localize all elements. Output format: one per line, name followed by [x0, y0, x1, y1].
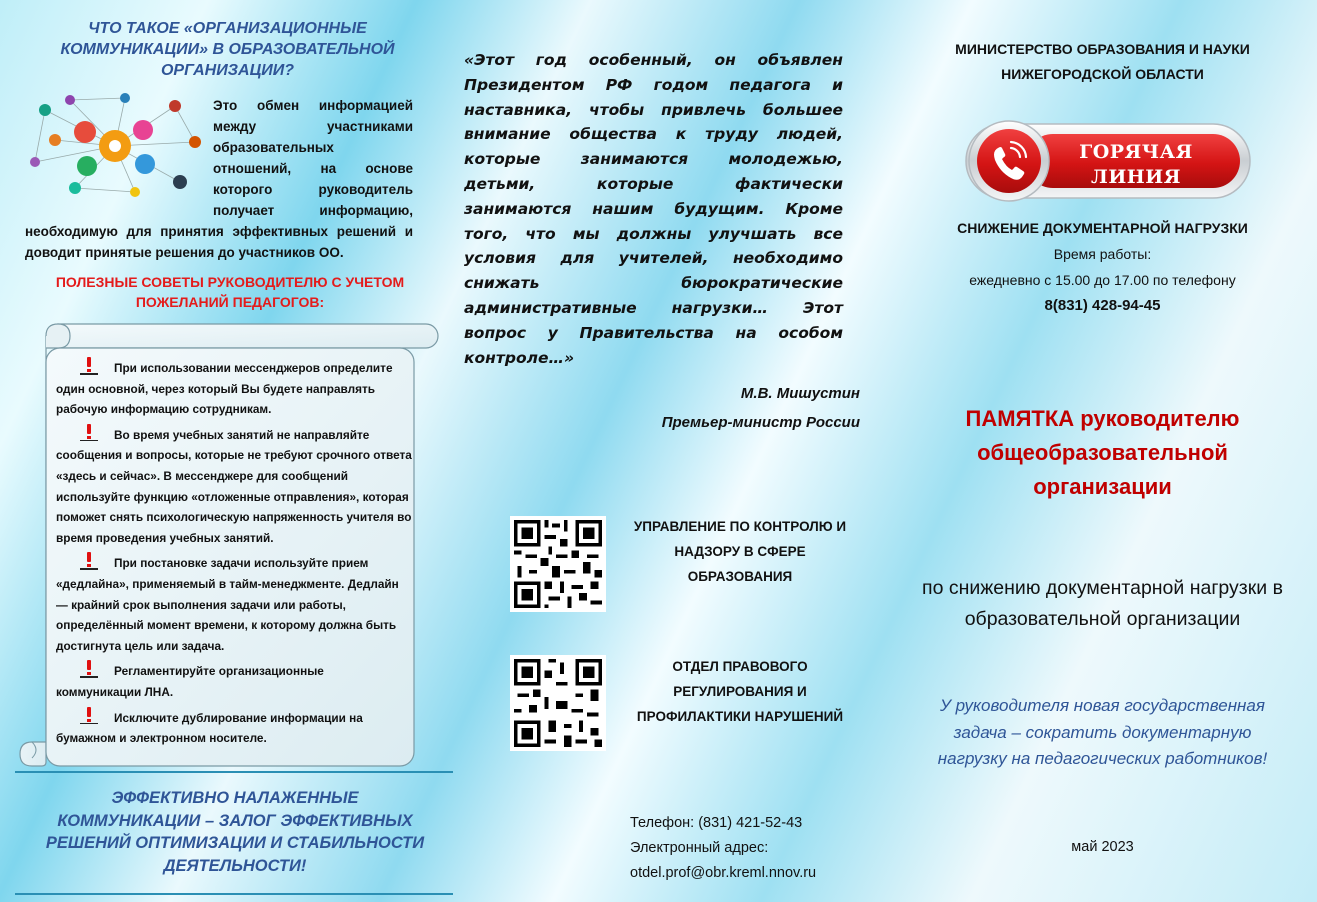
tip-item: Регламентируйте организационные коммуникации ЛНА.: [56, 660, 412, 702]
divider: [15, 893, 453, 895]
closing-slogan: ЭФФЕКТИВНО НАЛАЖЕННЫЕ КОММУНИКАЦИИ – ЗАЛОГ ЭФФЕКТИВНЫХ РЕШЕНИЙ ОПТИМИЗАЦИИ И СТАБИЛЬНОСТИ ДЕЯТЕЛЬНОСТИ!: [45, 789, 425, 875]
middle-panel: [450, 0, 870, 902]
quote-author: М.В. Мишустин: [740, 385, 860, 402]
exclamation-icon: [80, 660, 98, 677]
memo-subject: по снижению документарной нагрузки в образовательной организации: [922, 577, 1283, 630]
communications-title: ЧТО ТАКОЕ «ОРГАНИЗАЦИОННЫЕ КОММУНИКАЦИИ» В ОБРАЗОВАТЕЛЬНОЙ ОРГАНИЗАЦИИ?: [60, 20, 395, 79]
exclamation-icon: [80, 424, 98, 441]
hotline-phone[interactable]: 8(831) 428-94-45: [1044, 297, 1161, 314]
contact-block: [630, 811, 870, 886]
tip-item: При постановке задачи используйте прием «дедлайна», применяемый в тайм-менеджменте. Дедлайн — крайний срок выполнения задачи или работы, определённый момент времени, к которому должна быть достигнута цель или задача.: [56, 552, 412, 656]
exclamation-icon: [80, 552, 98, 569]
exclamation-icon: [80, 357, 98, 374]
hotline-label: ГОРЯЧАЯ ЛИНИЯ: [1079, 141, 1193, 188]
tip-item: Во время учебных занятий не направляйте сообщения и вопросы, которые не требуют срочного ответа «здесь и сейчас». В мессенджере для сообщений используйте функцию «отложенные отправления», которая поможет снять психологическую напряженность учителя во время проведения учебных занятий.: [56, 424, 412, 549]
divider: [15, 771, 453, 773]
intro-text: Это обмен информацией между участниками образовательных отношений, на основе которого руководитель получает информацию, необходимую для принятия эффективных решений и доводит принятые решения до участников ОО.: [25, 98, 413, 260]
left-panel: [0, 0, 440, 902]
contact-phone: Телефон: (831) 421-52-43: [630, 815, 803, 831]
publication-date: май 2023: [1071, 839, 1134, 855]
quote-author-title: Премьер-министр России: [661, 414, 860, 431]
qr-code: [510, 516, 606, 612]
advice-title: ПОЛЕЗНЫЕ СОВЕТЫ РУКОВОДИТЕЛЮ С УЧЕТОМ ПОЖЕЛАНИЙ ПЕДАГОГОВ:: [55, 274, 405, 310]
contact-email-label: Электронный адрес:: [630, 840, 769, 856]
contact-email[interactable]: otdel.prof@obr.kreml.nnov.ru: [630, 865, 817, 881]
department-legal: ОТДЕЛ ПРАВОВОГО РЕГУЛИРОВАНИЯ И ПРОФИЛАКТИКИ НАРУШЕНИЙ: [636, 659, 844, 724]
ministry-name: МИНИСТЕРСТВО ОБРАЗОВАНИЯ И НАУКИ НИЖЕГОРОДСКОЙ ОБЛАСТИ: [955, 41, 1250, 82]
right-panel: [880, 0, 1317, 902]
task-statement: У руководителя новая государственная задача – сократить документарную нагрузку на педагогических работников!: [937, 696, 1268, 768]
tip-item: Исключите дублирование информации на бумажном и электронном носителе.: [56, 707, 412, 749]
memo-title: ПАМЯТКА руководителю общеобразовательной организации: [965, 406, 1240, 499]
work-hours-label: Время работы:: [1053, 246, 1152, 262]
exclamation-icon: [80, 707, 98, 724]
work-hours: ежедневно с 15.00 до 17.00 по телефону: [969, 272, 1236, 288]
tips-list: [56, 357, 412, 753]
reduce-load-title: СНИЖЕНИЕ ДОКУМЕНТАРНОЙ НАГРУЗКИ: [957, 220, 1248, 236]
qr-code: [510, 655, 606, 751]
quote-text: «Этот год особенный, он объявлен Президентом РФ годом педагога и наставника, чтобы привлечь большее внимание общества к труду людей, которые занимаются молодежью, детьми, которые фактически занимаются нашим будущим. Кроме того, что мы должны улучшать все условия для учителей, необходимо снижать бюрократические административные нагрузки… Этот вопрос у Правительства на особом контроле…»: [464, 51, 843, 367]
department-control: УПРАВЛЕНИЕ ПО КОНТРОЛЮ И НАДЗОРУ В СФЕРЕ ОБРАЗОВАНИЯ: [633, 519, 847, 584]
tip-item: При использовании мессенджеров определите один основной, через который Вы будете направлять рабочую информацию сотрудникам.: [56, 357, 412, 420]
